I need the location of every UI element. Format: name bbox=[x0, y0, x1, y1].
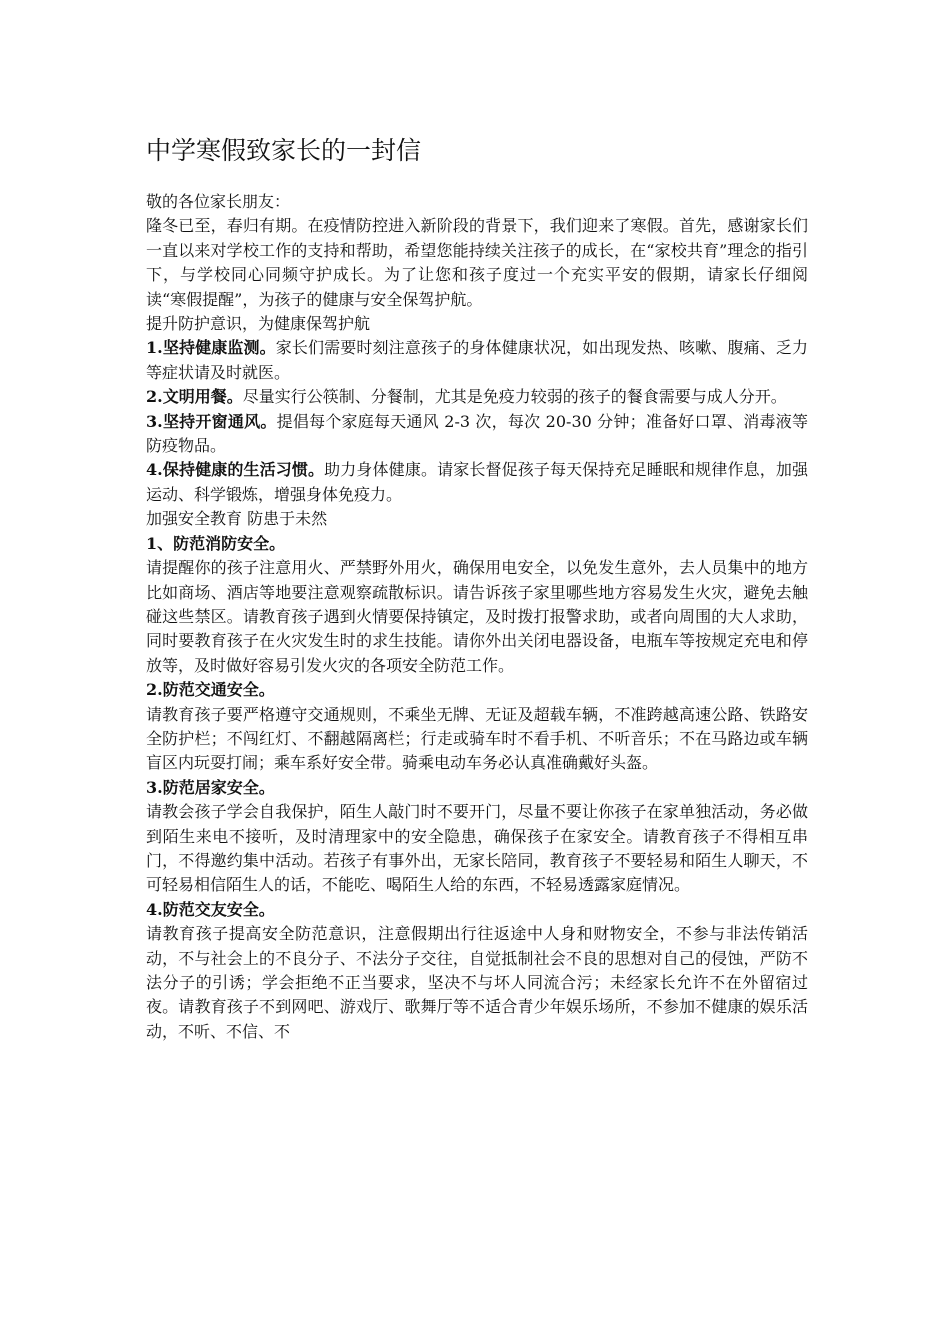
health-item bbox=[146, 336, 808, 385]
safety-item-text: 请教会孩子学会自我保护，陌生人敲门时不要开门，尽量不要让你孩子在家单独活动，务必做到陌生来电不接听，及时清理家中的安全隐患，确保孩子在家安全。请教育孩子不得相互串门，不得邀约集中活动。若孩子有事外出，无家长陪同，教育孩子不要轻易和陌生人聊天，不可轻易相信陌生人的话，不能吃、喝陌生人给的东西，不轻易透露家庭情况。 bbox=[146, 802, 808, 895]
item-lead: 1.坚持健康监测。 bbox=[146, 338, 276, 358]
item-text: 助力身体健康。请家长督促孩子每天保持充足睡眠和规律作息，加强运动、科学锻炼，增强身体免疫力。 bbox=[146, 460, 808, 504]
item-lead: 3.坚持开窗通风。 bbox=[146, 411, 277, 431]
safety-item-heading bbox=[146, 898, 808, 922]
item-lead: 4.防范交友安全。 bbox=[146, 899, 275, 919]
item-text: 尽量实行公筷制、分餐制，尤其是免疫力较弱的孩子的餐食需要与成人分开。 bbox=[242, 387, 787, 407]
item-lead: 4.保持健康的生活习惯。 bbox=[146, 460, 325, 480]
item-lead: 3.防范居家安全。 bbox=[146, 777, 275, 797]
health-item bbox=[146, 458, 808, 507]
safety-item-text: 请提醒你的孩子注意用火、严禁野外用火，确保用电安全，以免发生意外，去人员集中的地方比如商场、酒店等地要注意观察疏散标识。请告诉孩子家里哪些地方容易发生火灾，避免去触碰这些禁区。请教育孩子遇到火情要保持镇定，及时拨打报警求助，或者向周围的大人求助，同时要教育孩子在火灾发生时的求生技能。请你外出关闭电器设备，电瓶车等按规定充电和停放等，及时做好容易引发火灾的各项安全防范工作。 bbox=[146, 558, 808, 675]
health-item bbox=[146, 385, 808, 409]
intro-paragraph: 隆冬已至，春归有期。在疫情防控进入新阶段的背景下，我们迎来了寒假。首先，感谢家长们一直以来对学校工作的支持和帮助，希望您能持续关注孩子的成长，在“家校共育”理念的指引下，与学校同心同频守护成长。为了让您和孩子度过一个充实平安的假期，请家长仔细阅读“寒假提醒”，为孩子的健康与安全保驾护航。 bbox=[146, 216, 808, 309]
section-heading-health: 提升防护意识，为健康保驾护航 bbox=[146, 314, 371, 334]
item-lead: 2.文明用餐。 bbox=[146, 387, 243, 407]
greeting: 敬的各位家长朋友： bbox=[146, 192, 291, 211]
safety-item-heading bbox=[146, 532, 808, 556]
item-lead: 2.防范交通安全。 bbox=[146, 680, 275, 700]
safety-item-heading bbox=[146, 678, 808, 702]
health-item bbox=[146, 410, 808, 459]
letter-body bbox=[146, 190, 808, 1044]
section-heading-safety: 加强安全教育 防患于未然 bbox=[146, 509, 328, 529]
safety-item-text: 请教育孩子要严格遵守交通规则，不乘坐无牌、无证及超载车辆，不准跨越高速公路、铁路安全防护栏；不闯红灯、不翻越隔离栏；行走或骑车时不看手机、不听音乐；不在马路边或车辆盲区内玩耍打闹；乘车系好安全带。骑乘电动车务必认真准确戴好头盔。 bbox=[146, 704, 808, 773]
page-title: 中学寒假致家长的一封信 bbox=[146, 136, 422, 165]
item-text: 家长们需要时刻注意孩子的身体健康状况，如出现发热、咳嗽、腹痛、乏力等症状请及时就医。 bbox=[146, 338, 808, 382]
safety-item-heading bbox=[146, 776, 808, 800]
safety-item-text: 请教育孩子提高安全防范意识，注意假期出行往返途中人身和财物安全，不参与非法传销活动，不与社会上的不良分子、不法分子交往，自觉抵制社会不良的思想对自己的侵蚀，严防不法分子的引诱；学会拒绝不正当要求，坚决不与坏人同流合污；未经家长允许不在外留宿过夜。请教育孩子不到网吧、游戏厅、歌舞厅等不适合青少年娱乐场所，不参加不健康的娱乐活动，不听、不信、不 bbox=[146, 924, 808, 1041]
item-lead: 1、防范消防安全。 bbox=[146, 533, 286, 553]
item-text: 提倡每个家庭每天通风 2-3 次，每次 20-30 分钟；准备好口罩、消毒液等防疫物品。 bbox=[146, 411, 808, 456]
